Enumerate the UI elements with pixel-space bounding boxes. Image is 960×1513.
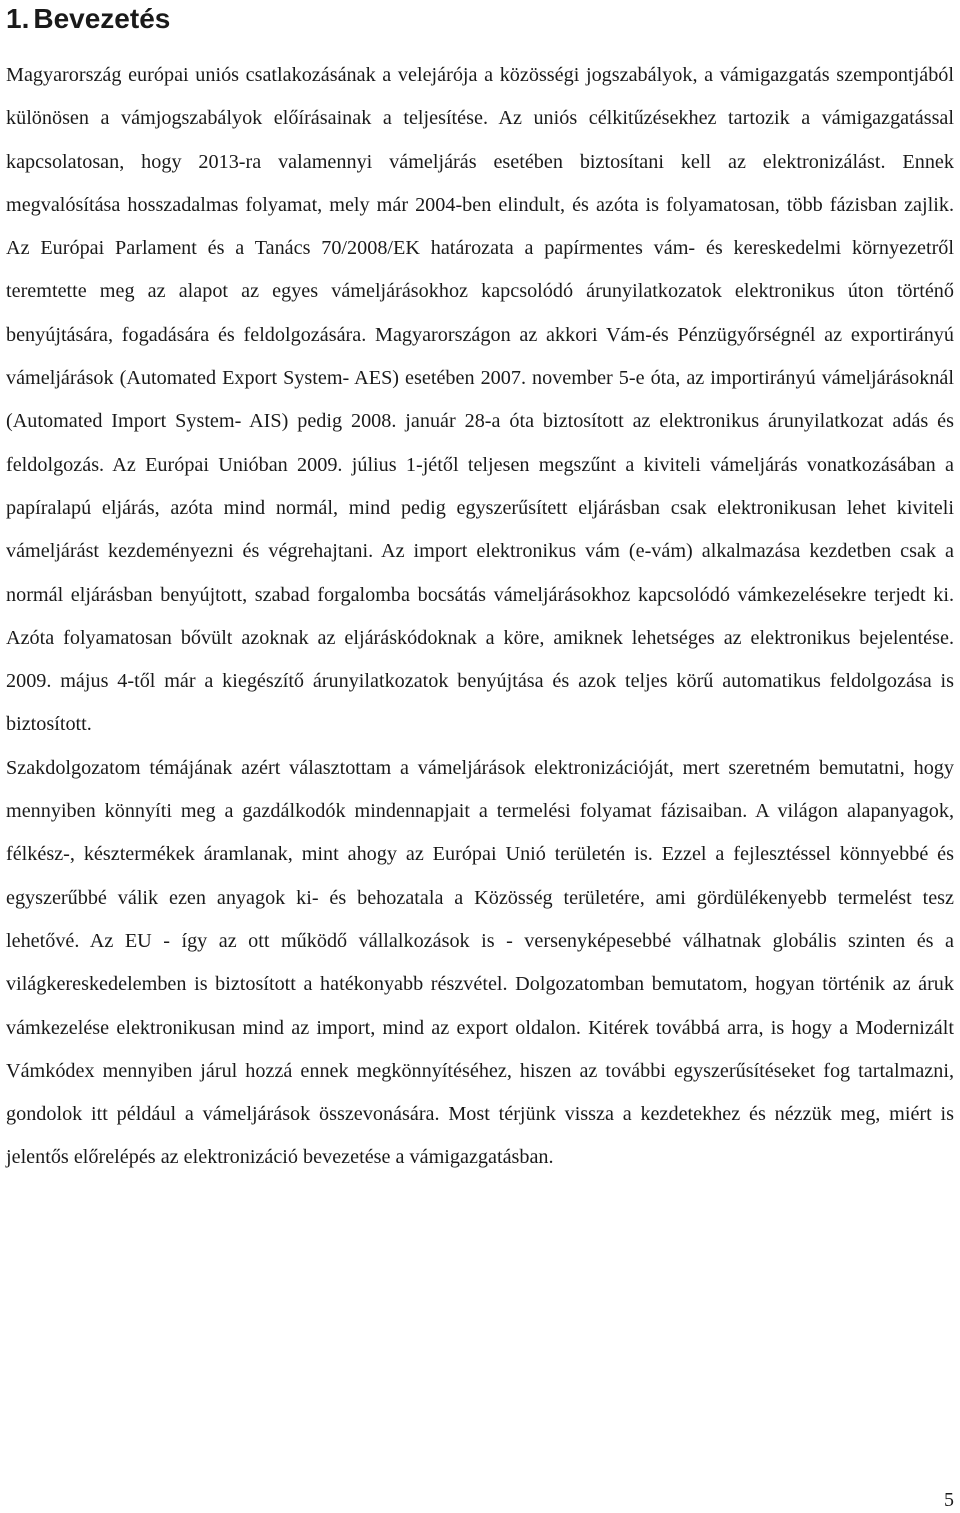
page-number: 5 bbox=[944, 1489, 954, 1511]
document-page bbox=[6, 0, 954, 1180]
section-heading bbox=[6, 0, 954, 42]
section-number: 1. bbox=[6, 3, 30, 34]
body-paragraph: Szakdolgozatom témájának azért választottam a vámeljárások elektronizációját, mert szeretném bemutatni, hogy mennyiben könnyíti meg a gazdálkodók mindennapjait a termelési folyamat fázisaiban. A világon alapanyagok, félkész-, késztermékek áramlanak, mint ahogy az Európai Unió területén is. Ezzel a fejlesztéssel könnyebbé és egyszerűbbé válik ezen anyagok ki- és behozatala a Közösség területére, ami gördülékenyebb termelést tesz lehetővé. Az EU - így az ott működő vállalkozások is - versenyképesebbé válhatnak globális szinten és a világkereskedelemben is biztosított a hatékonyabb részvétel. Dolgozatomban bemutatom, hogyan történik az áruk vámkezelése elektronikusan mind az import, mind az export oldalon. Kitérek továbbá arra, is hogy a Modernizált Vámkódex mennyiben járul hozzá ennek megkönnyítéséhez, hiszen az további egyszerűsítéseket fog tartalmazni, gondolok itt például a vámeljárások összevonására. Most térjünk vissza a kezdetekhez és nézzük meg, miért is jelentős előrelépés az elektronizáció bevezetése a vámigazgatásban. bbox=[6, 756, 954, 1169]
section-title: Bevezetés bbox=[33, 3, 171, 34]
body-paragraph: Magyarország európai uniós csatlakozásának a velejárója a közösségi jogszabályok, a vámigazgatás szempontjából különösen a vámjogszabályok előírásainak a teljesítése. Az uniós célkitűzésekhez tartozik a vámigazgatással kapcsolatosan, hogy 2013-ra valamennyi vámeljárás esetében biztosítani kell az elektronizálást. Ennek megvalósítása hosszadalmas folyamat, mely már 2004-ben elindult, és azóta is folyamatosan, több fázisban zajlik. Az Európai Parlament és a Tanács 70/2008/EK határozata a papírmentes vám- és kereskedelmi környezetről teremtette meg az alapot az egyes vámeljárásokhoz kapcsolódó árunyilatkozatok elektronikus úton történő benyújtására, fogadására és feldolgozására. Magyarországon az akkori Vám-és Pénzügyőrségnél az exportirányú vámeljárások (Automated Export System- AES) esetében 2007. november 5-e óta, az importirányú vámeljárásoknál (Automated Import System- AIS) pedig 2008. január 28-a óta biztosított az elektronikus árunyilatkozat adás és feldolgozás. Az Európai Unióban 2009. július 1-jétől teljesen megszűnt a kiviteli vámeljárás vonatkozásában a papíralapú eljárás, azóta mind normál, mind pedig egyszerűsített eljárásban csak elektronikusan lehet kiviteli vámeljárást kezdeményezni és végrehajtani. Az import elektronikus vám (e-vám) alkalmazása kezdetben csak a normál eljárásban benyújtott, szabad forgalomba bocsátás vámeljárásokhoz kapcsolódó vámkezelésekre terjedt ki. Azóta folyamatosan bővült azoknak az eljáráskódoknak a köre, amiknek lehetséges az elektronikus bejelentése. 2009. május 4-től már a kiegészítő árunyilatkozatok benyújtása és azok teljes körű automatikus feldolgozása is biztosított. bbox=[6, 64, 954, 736]
